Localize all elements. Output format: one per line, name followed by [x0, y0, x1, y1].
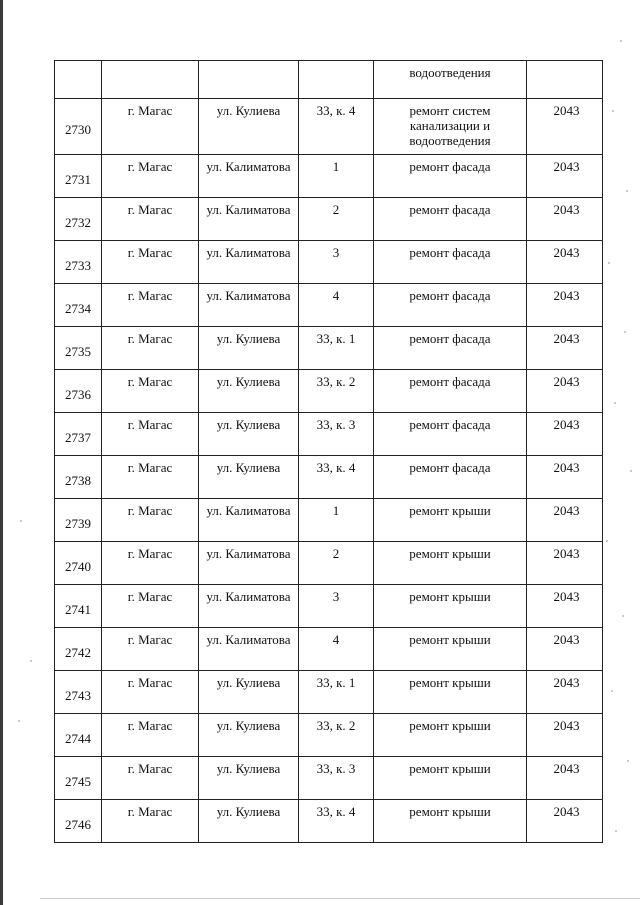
scan-speck	[18, 720, 20, 722]
table-row	[55, 155, 603, 198]
cell-year: 2043	[527, 671, 603, 714]
cell-work: ремонт фасада	[374, 327, 527, 370]
cell-num: 2746	[55, 800, 102, 843]
cell-house: 33, к. 4	[299, 456, 374, 499]
cell-year: 2043	[527, 370, 603, 413]
cell-work: ремонт фасада	[374, 198, 527, 241]
cell-num: 2733	[55, 241, 102, 284]
cell-num	[55, 61, 102, 99]
cell-street: ул. Кулиева	[199, 327, 299, 370]
cell-work: ремонт крыши	[374, 542, 527, 585]
cell-num: 2730	[55, 99, 102, 155]
cell-house: 33, к. 1	[299, 671, 374, 714]
cell-house: 2	[299, 198, 374, 241]
table-row	[55, 628, 603, 671]
cell-street: ул. Калиматова	[199, 155, 299, 198]
cell-num: 2744	[55, 714, 102, 757]
cell-house: 4	[299, 628, 374, 671]
cell-num: 2734	[55, 284, 102, 327]
cell-city: г. Магас	[102, 284, 199, 327]
scan-speck	[624, 331, 626, 333]
cell-num: 2738	[55, 456, 102, 499]
scan-speck	[630, 470, 632, 472]
cell-year: 2043	[527, 499, 603, 542]
cell-work: ремонт фасада	[374, 241, 527, 284]
cell-house: 33, к. 4	[299, 800, 374, 843]
cell-city: г. Магас	[102, 499, 199, 542]
cell-num: 2743	[55, 671, 102, 714]
cell-work: ремонт систем канализации и водоотведения	[374, 99, 527, 155]
cell-house: 33, к. 2	[299, 370, 374, 413]
cell-work: ремонт фасада	[374, 284, 527, 327]
cell-house: 2	[299, 542, 374, 585]
table-row	[55, 284, 603, 327]
table-row	[55, 99, 603, 155]
cell-city: г. Магас	[102, 757, 199, 800]
cell-year: 2043	[527, 628, 603, 671]
cell-work: водоотведения	[374, 61, 527, 99]
cell-work: ремонт крыши	[374, 671, 527, 714]
table-row	[55, 671, 603, 714]
cell-num: 2732	[55, 198, 102, 241]
cell-num: 2736	[55, 370, 102, 413]
cell-year: 2043	[527, 241, 603, 284]
table-row	[55, 241, 603, 284]
cell-year: 2043	[527, 757, 603, 800]
cell-year: 2043	[527, 714, 603, 757]
cell-city: г. Магас	[102, 99, 199, 155]
cell-street: ул. Калиматова	[199, 499, 299, 542]
cell-house: 33, к. 2	[299, 714, 374, 757]
cell-year: 2043	[527, 99, 603, 155]
cell-num: 2741	[55, 585, 102, 628]
cell-num: 2745	[55, 757, 102, 800]
cell-work: ремонт крыши	[374, 628, 527, 671]
cell-city: г. Магас	[102, 413, 199, 456]
cell-house: 33, к. 3	[299, 413, 374, 456]
cell-work: ремонт крыши	[374, 757, 527, 800]
table-row	[55, 198, 603, 241]
cell-num: 2739	[55, 499, 102, 542]
scan-speck	[627, 760, 629, 762]
scan-speck	[626, 190, 628, 192]
cell-work: ремонт фасада	[374, 456, 527, 499]
table-row	[55, 327, 603, 370]
cell-house: 33, к. 4	[299, 99, 374, 155]
scan-speck	[611, 690, 613, 692]
cell-street: ул. Кулиева	[199, 671, 299, 714]
cell-city: г. Магас	[102, 155, 199, 198]
cell-year: 2043	[527, 456, 603, 499]
cell-house	[299, 61, 374, 99]
cell-street: ул. Кулиева	[199, 370, 299, 413]
scan-speck	[612, 110, 614, 112]
cell-city: г. Магас	[102, 327, 199, 370]
cell-city: г. Магас	[102, 628, 199, 671]
cell-street: ул. Калиматова	[199, 585, 299, 628]
table-row	[55, 542, 603, 585]
cell-city: г. Магас	[102, 800, 199, 843]
cell-house: 1	[299, 499, 374, 542]
cell-street: ул. Калиматова	[199, 241, 299, 284]
cell-street: ул. Калиматова	[199, 198, 299, 241]
cell-work: ремонт крыши	[374, 585, 527, 628]
continuation-row	[55, 61, 603, 99]
table-row	[55, 714, 603, 757]
cell-year: 2043	[527, 413, 603, 456]
cell-num: 2742	[55, 628, 102, 671]
cell-city: г. Магас	[102, 542, 199, 585]
scan-speck	[606, 540, 608, 542]
cell-house: 3	[299, 585, 374, 628]
cell-year: 2043	[527, 155, 603, 198]
table-row	[55, 585, 603, 628]
table-row	[55, 370, 603, 413]
scan-speck	[622, 615, 624, 617]
cell-street: ул. Калиматова	[199, 542, 299, 585]
cell-year: 2043	[527, 327, 603, 370]
scan-speck	[30, 660, 32, 662]
table-row	[55, 413, 603, 456]
cell-year: 2043	[527, 585, 603, 628]
cell-city	[102, 61, 199, 99]
registry-table	[54, 60, 603, 843]
cell-street: ул. Кулиева	[199, 413, 299, 456]
cell-work: ремонт крыши	[374, 800, 527, 843]
cell-street: ул. Кулиева	[199, 99, 299, 155]
scan-speck	[608, 262, 610, 264]
cell-year	[527, 61, 603, 99]
cell-year: 2043	[527, 284, 603, 327]
cell-year: 2043	[527, 198, 603, 241]
cell-work: ремонт фасада	[374, 155, 527, 198]
cell-city: г. Магас	[102, 370, 199, 413]
cell-year: 2043	[527, 800, 603, 843]
cell-num: 2731	[55, 155, 102, 198]
table-row	[55, 757, 603, 800]
cell-house: 1	[299, 155, 374, 198]
cell-city: г. Магас	[102, 198, 199, 241]
cell-house: 33, к. 3	[299, 757, 374, 800]
cell-work: ремонт крыши	[374, 499, 527, 542]
table-row	[55, 456, 603, 499]
cell-house: 33, к. 1	[299, 327, 374, 370]
scan-speck	[614, 402, 616, 404]
cell-num: 2740	[55, 542, 102, 585]
cell-city: г. Магас	[102, 456, 199, 499]
cell-work: ремонт фасада	[374, 413, 527, 456]
cell-work: ремонт фасада	[374, 370, 527, 413]
cell-city: г. Магас	[102, 241, 199, 284]
table-row	[55, 499, 603, 542]
cell-street: ул. Кулиева	[199, 757, 299, 800]
scan-speck	[620, 40, 622, 42]
cell-house: 4	[299, 284, 374, 327]
cell-city: г. Магас	[102, 671, 199, 714]
cell-work: ремонт крыши	[374, 714, 527, 757]
cell-house: 3	[299, 241, 374, 284]
cell-street: ул. Калиматова	[199, 284, 299, 327]
cell-street: ул. Кулиева	[199, 800, 299, 843]
cell-num: 2735	[55, 327, 102, 370]
cell-city: г. Магас	[102, 714, 199, 757]
cell-street	[199, 61, 299, 99]
scan-speck	[615, 830, 617, 832]
cell-year: 2043	[527, 542, 603, 585]
cell-street: ул. Кулиева	[199, 714, 299, 757]
scan-bottom-edge	[40, 898, 640, 899]
cell-city: г. Магас	[102, 585, 199, 628]
registry-table-body	[55, 61, 603, 843]
table-row	[55, 800, 603, 843]
scan-left-edge	[0, 0, 3, 905]
scan-speck	[20, 520, 22, 522]
cell-street: ул. Кулиева	[199, 456, 299, 499]
cell-street: ул. Калиматова	[199, 628, 299, 671]
cell-num: 2737	[55, 413, 102, 456]
